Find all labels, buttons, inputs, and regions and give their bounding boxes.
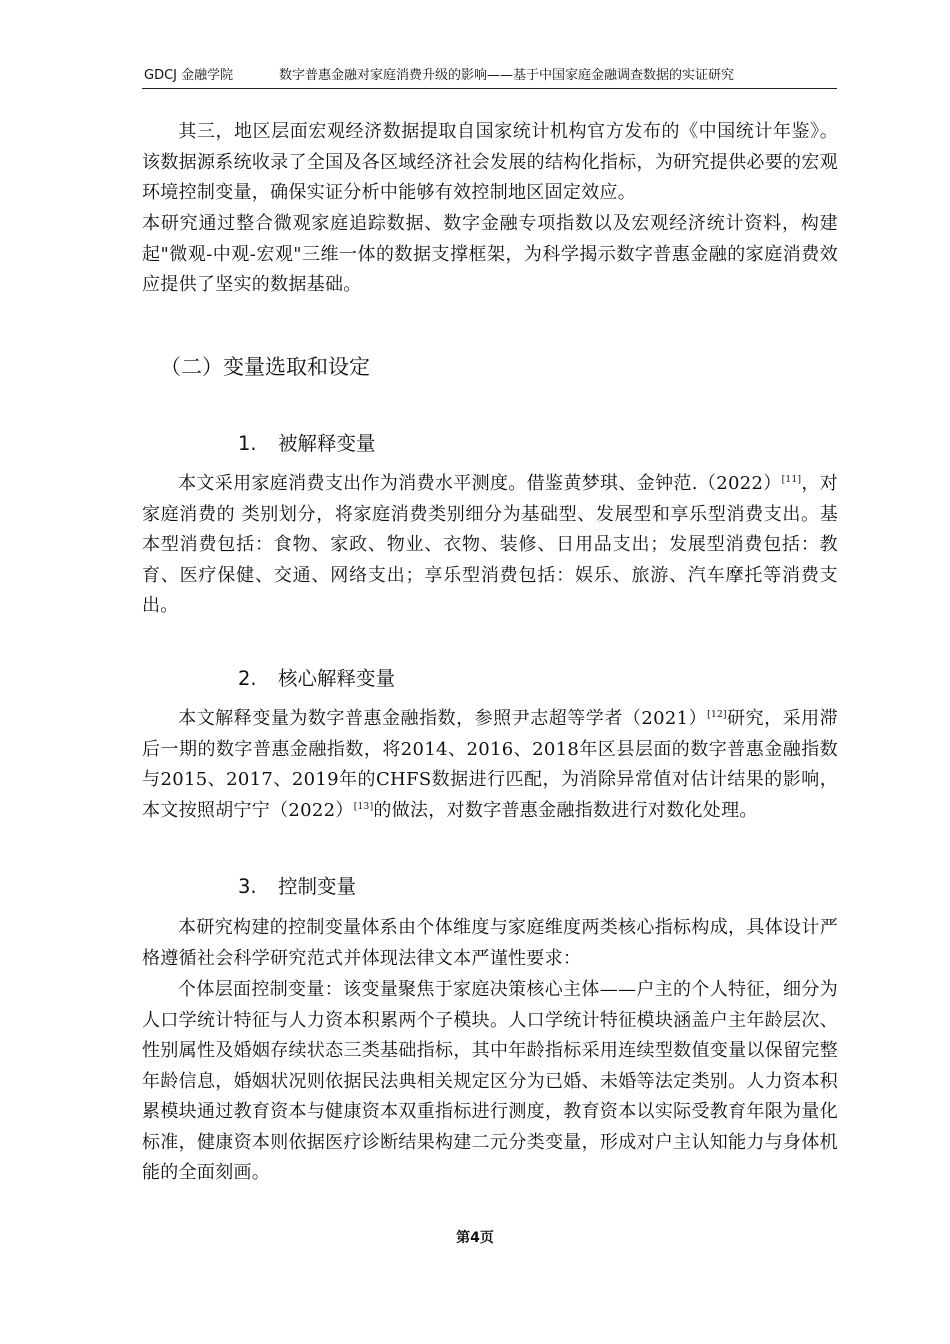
subsection-heading-core-variable (238, 665, 395, 693)
header-school: GDCJ 金融学院 (144, 68, 234, 83)
subsection-number: 2. (238, 667, 257, 690)
paragraph-text: ，对家庭消费的 类别划分，将家庭消费类别细分为基础型、发展型和享乐型消费支出。基本型消费包括：食物、家政、物业、衣物、装修、日用品支出；发展型消费包括：教育、医疗保健、交通、网络支出；享乐型消费包括：娱乐、旅游、汽车摩托等消费支出。 (142, 473, 838, 616)
running-header (142, 66, 837, 89)
subsection-title: 核心解释变量 (278, 667, 396, 690)
citation: [13] (353, 801, 374, 812)
paragraph-control-intro (142, 913, 838, 974)
paragraph-text: 本研究构建的控制变量体系由个体维度与家庭维度两类核心指标构成，具体设计严格遵循社会科学研究范式并体现法律文本严谨性要求： (142, 917, 838, 969)
paragraph-text: 本文解释变量为数字普惠金融指数，参照尹志超等学者（2021） (178, 708, 708, 729)
paragraph-text: 本文采用家庭消费支出作为消费水平测度。借鉴黄梦琪、金钟范.（2022） (178, 473, 782, 494)
page-number: 第4页 (456, 1230, 494, 1246)
paragraph-core-variable (142, 704, 838, 826)
section-heading: （二）变量选取和设定 (160, 355, 370, 379)
paragraph-text: 其三，地区层面宏观经济数据提取自国家统计机构官方发布的《中国统计年鉴》。该数据源系统收录了全国及各区域经济社会发展的结构化指标，为研究提供必要的宏观环境控制变量，确保实证分析中能够有效控制地区固定效应。 (142, 121, 838, 203)
subsection-heading-control-variables (238, 873, 356, 901)
subsection-heading-dependent-variable (238, 430, 376, 458)
paragraph-text: 的做法，对数字普惠金融指数进行对数化处理。 (373, 799, 758, 821)
paragraph-data-summary (142, 209, 838, 301)
paragraph-text: 研究，采用滞后一期的数字普惠金融指数，将2014、2016、2018年区县层面的数字普惠金融指数与2015、2017、2019年的CHFS数据进行匹配，为消除异常值对估计结果的影响，本文按照胡宁宁（2022） (142, 708, 838, 821)
citation: [12] (707, 710, 727, 720)
paragraph-data-source-3 (142, 117, 838, 209)
paragraph-text: 本研究通过整合微观家庭追踪数据、数字金融专项指数以及宏观经济统计资料，构建起"微观-中观-宏观"三维一体的数据支撑框架，为科学揭示数字普惠金融的家庭消费效应提供了坚实的数据基础。 (142, 213, 838, 295)
paragraph-text: 个体层面控制变量：该变量聚焦于家庭决策核心主体——户主的个人特征，细分为人口学统计特征与人力资本积累两个子模块。人口学统计特征模块涵盖户主年龄层次、性别属性及婚姻存续状态三类基础指标，其中年龄指标采用连续型数值变量以保留完整年龄信息，婚姻状况则依据民法典相关规定区分为已婚、未婚等法定类别。人力资本积累模块通过教育资本与健康资本双重指标进行测度，教育资本以实际受教育年限为量化标准，健康资本则依据医疗诊断结果构建二元分类变量，形成对户主认知能力与身体机能的全面刻画。 (142, 979, 838, 1183)
subsection-number: 1. (238, 432, 257, 455)
subsection-title: 控制变量 (278, 875, 357, 898)
paragraph-individual-controls (142, 975, 838, 1189)
paragraph-dependent-variable (142, 469, 838, 622)
subsection-number: 3. (238, 875, 257, 898)
header-title: 数字普惠金融对家庭消费升级的影响——基于中国家庭金融调查数据的实证研究 (279, 68, 735, 83)
subsection-title: 被解释变量 (278, 432, 376, 455)
citation: [11] (781, 475, 802, 485)
